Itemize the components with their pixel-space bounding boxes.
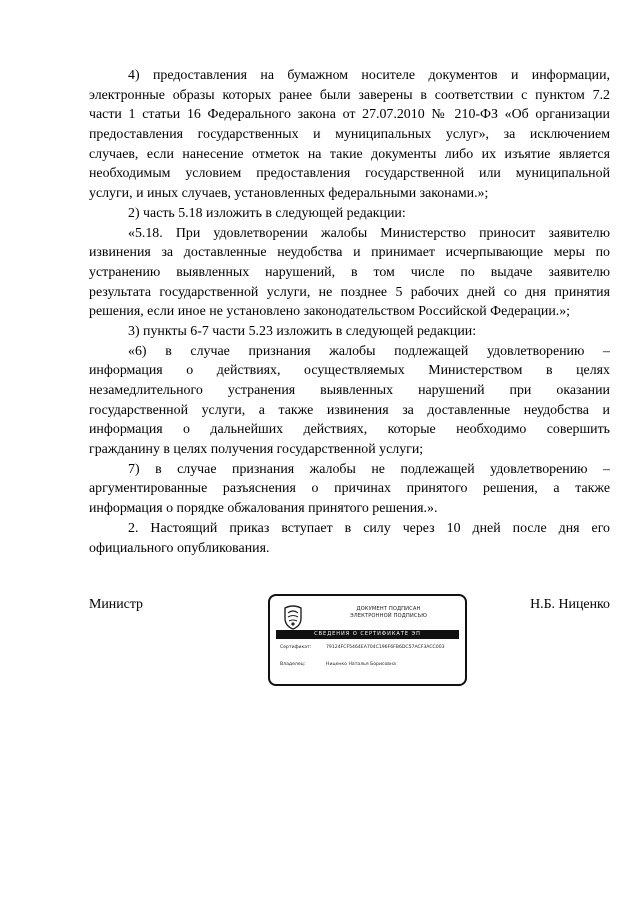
signatory-position: Министр: [89, 597, 144, 612]
text-line: результата государственной услуги, не позднее 5 рабочих дней со дня принятия: [89, 284, 610, 300]
stamp-title-line1: ДОКУМЕНТ ПОДПИСАН: [356, 606, 421, 612]
stamp-title-line2: ЭЛЕКТРОННОЙ ПОДПИСЬЮ: [350, 613, 427, 619]
coat-of-arms-icon: [282, 604, 304, 630]
stamp-certificate-row: [280, 644, 459, 651]
text-line: государственной услуги, а также извинения за доставленные неудобства и: [89, 402, 610, 418]
certificate-value: 79124FCF5464EA704C196F6FB6DC57ACF3ACC003: [326, 645, 445, 650]
text-line: незамедлительного устранения выявленных нарушений при оказании: [89, 383, 610, 398]
stamp-certificate-header: СВЕДЕНИЯ О СЕРТИФИКАТЕ ЭП: [276, 630, 459, 639]
text-line: устранению выявленных нарушений, в том числе по выдаче заявителю: [89, 264, 610, 280]
text-line: 2) часть 5.18 изложить в следующей редакции:: [128, 205, 406, 221]
owner-label: Владелец:: [280, 662, 306, 667]
text-line: 3) пункты 6-7 части 5.23 изложить в следующей редакции:: [128, 323, 477, 339]
text-line: аргументированные разъяснения о причинах принятого решения, а также: [89, 481, 610, 497]
document-body: [89, 66, 610, 558]
text-line: 7) в случае признания жалобы не подлежащей удовлетворению –: [128, 461, 610, 477]
text-line: необходимым условием предоставления государственной или муниципальной: [89, 166, 610, 182]
text-line: 2. Настоящий приказ вступает в силу через 10 дней после дня его: [128, 520, 610, 536]
owner-value: Ниценко Наталья Борисовна: [326, 662, 396, 667]
text-line: предоставления государственных и муниципальных услуг», за исключением: [89, 127, 610, 143]
electronic-signature-stamp: [268, 594, 467, 686]
text-line: части 1 статьи 16 Федерального закона от 27.07.2010 № 210-ФЗ «Об организации: [89, 107, 610, 123]
text-line: информация о дальнейших действиях, которые необходимо совершить: [89, 422, 610, 438]
text-line: услуги, и иных случаев, установленных федеральными законами.»;: [89, 186, 489, 202]
text-line: решения, если иное не установлено законодательством Российской Федерации.»;: [89, 304, 571, 320]
stamp-owner-row: [280, 661, 459, 668]
text-line: «6) в случае признания жалобы подлежащей удовлетворению –: [128, 343, 610, 359]
text-line: 4) предоставления на бумажном носителе документов и информации,: [128, 68, 610, 83]
text-line: случаев, если нанесение отметок на такие документы либо их изъятие является: [89, 146, 610, 162]
text-line: электронные образы которых ранее были заверены в соответствии с пунктом 7.2: [89, 87, 610, 103]
text-line: информация о действиях, осуществляемых Министерством в целях: [89, 363, 610, 379]
signatory-name: Н.Б. Ниценко: [530, 597, 610, 612]
text-line: «5.18. При удовлетворении жалобы Министерство приносит заявителю: [128, 225, 610, 241]
text-line: гражданину в целях получения государственной услуги;: [89, 442, 424, 458]
text-line: официального опубликования.: [89, 540, 270, 556]
certificate-label: Сертификат:: [280, 645, 312, 650]
stamp-title: [320, 606, 457, 620]
text-line: извинения за доставленные неудобства и принимает исчерпывающие меры по: [89, 245, 610, 261]
text-line: информация о порядке обжалования принятого решения.».: [89, 501, 438, 517]
